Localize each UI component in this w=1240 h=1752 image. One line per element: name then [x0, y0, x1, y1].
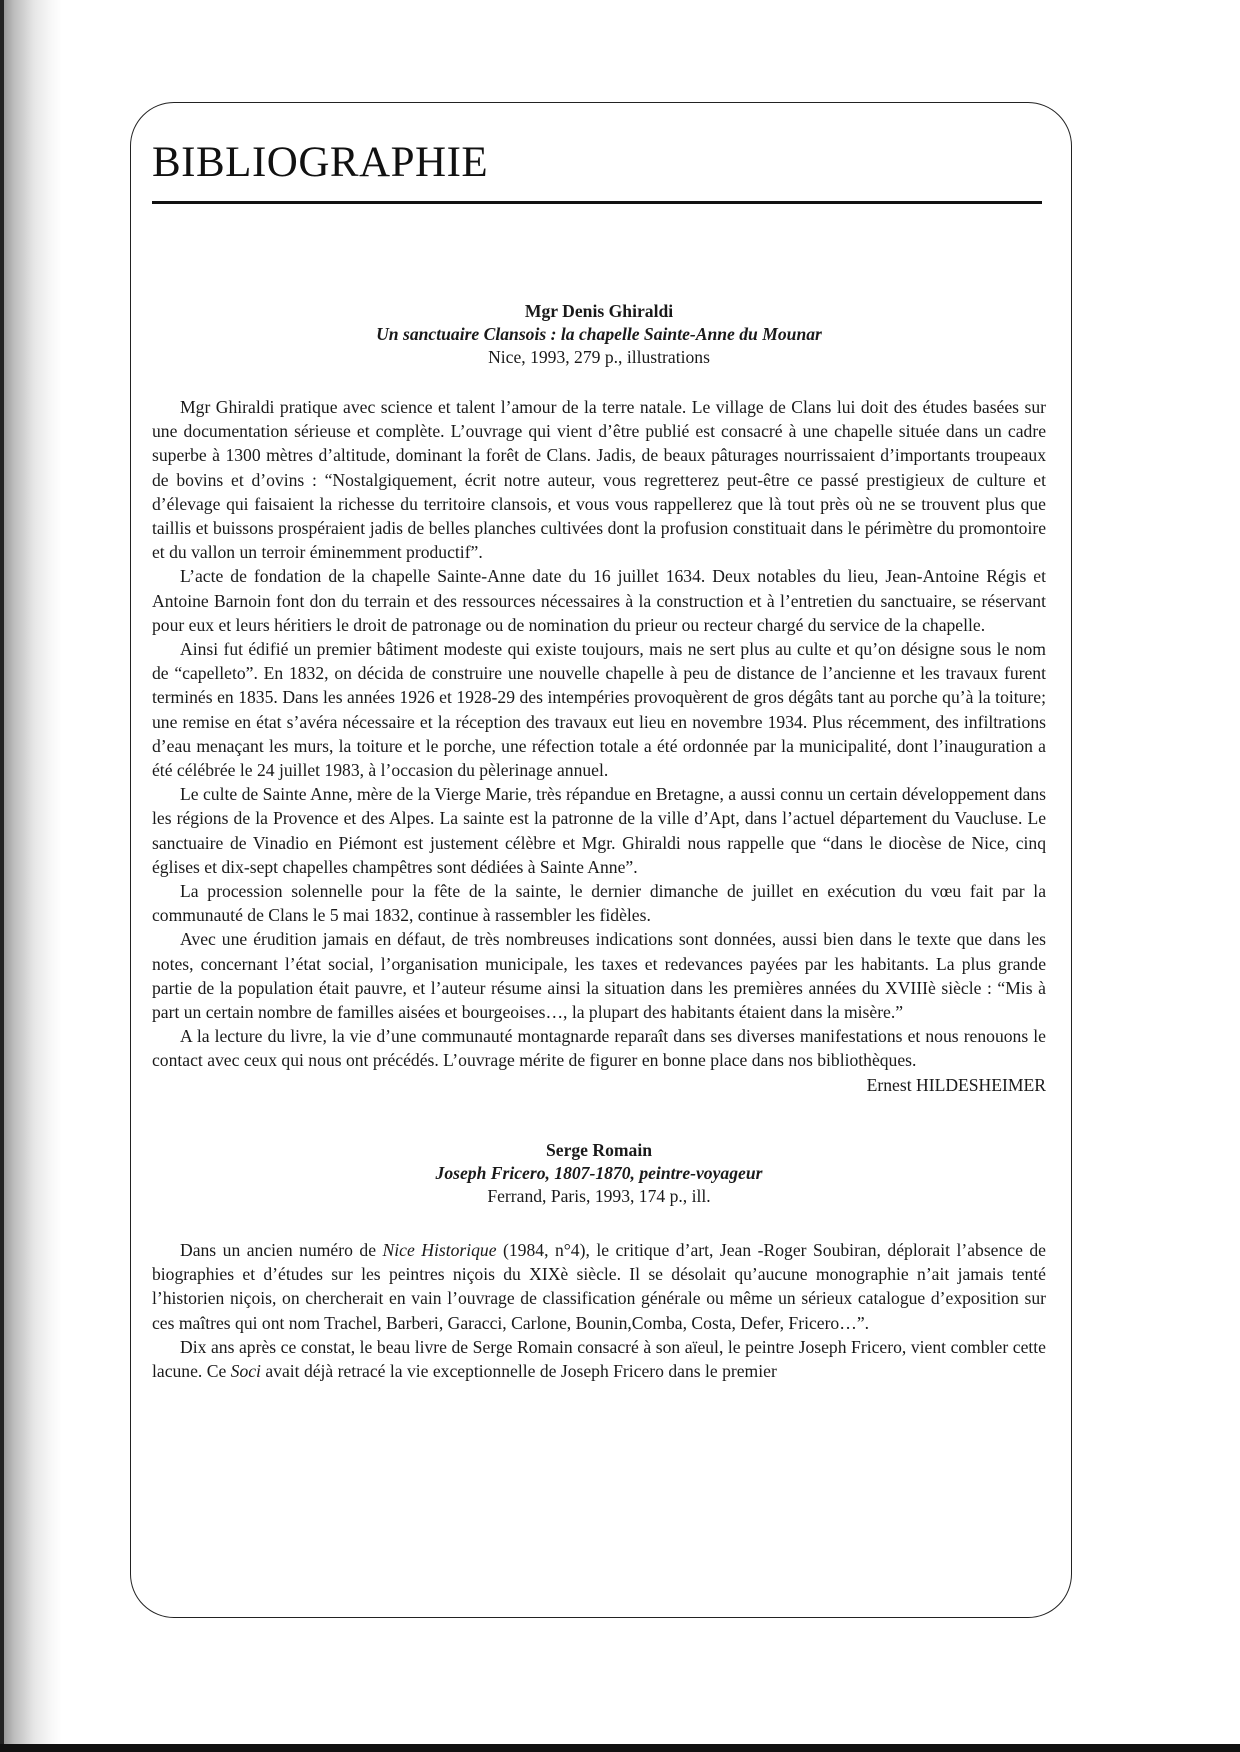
scan-bottom-edge — [0, 1744, 1240, 1752]
review-paragraph — [152, 1238, 1046, 1335]
review-paragraph: Mgr Ghiraldi pratique avec science et talent l’amour de la terre natale. Le village de Clans lui doit des études basées sur une documentation sérieuse et complète. L’ouvrage qui vient d’être publié est consacré à une chapelle située dans un cadre superbe à 1300 mètres d’altitude, dominant la forêt de Clans. Jadis, de beaux pâturages nourrissaient d’importants troupeaux de bovins et d’ovins : “Nostalgiquement, écrit notre auteur, vous regretterez peut-être ce passé prestigieux de culture et d’élevage qui faisaient la richesse du territoire clansois, et vous vous rappellerez que là tout près où ne se trouvent plus que taillis et buissons prospéraient jadis de belles planches cultivées dont la profusion constituait dans le périmètre du promontoire et du vallon un terroir éminemment productif”. — [152, 397, 1046, 563]
review-author: Serge Romain — [545, 1139, 653, 1160]
text-run: avait déjà retracé la vie exceptionnelle de Joseph Fricero dans le premier — [260, 1360, 777, 1381]
text-run: Dix ans après ce constat, le beau livre de Serge Romain consacré à son aïeul, le peintre Joseph Fricero, vient combler cette lacune. Ce — [152, 1336, 1046, 1381]
review-author: Mgr Denis Ghiraldi — [524, 301, 674, 321]
review-ghiraldi — [152, 300, 1046, 1097]
page-edge — [0, 0, 4, 1752]
italic-term: Soci — [230, 1360, 261, 1381]
review-paragraph: L’acte de fondation de la chapelle Sainte-Anne date du 16 juillet 1634. Deux notables du lieu, Jean-Antoine Régis et Antoine Barnoin font don du terrain et des ressources nécessaires à la construction et à l’entretien du sanctuaire, se réservant pour eux et leurs héritiers le droit de patronage ou de nomination du prieur ou recteur chargé du service de la chapelle. — [152, 566, 1046, 635]
page-heading: BIBLIOGRAPHIE — [152, 139, 489, 186]
heading-rule — [152, 201, 1042, 204]
review-publication-info: Nice, 1993, 279 p., illustrations — [488, 347, 710, 367]
review-book-title: Un sanctuaire Clansois : la chapelle Sainte-Anne du Mounar — [376, 324, 822, 344]
review-header — [152, 1139, 1046, 1208]
page-content — [152, 300, 1046, 1383]
book-spine-shadow — [0, 0, 62, 1752]
review-header — [152, 300, 1046, 369]
review-romain — [152, 1139, 1046, 1383]
review-paragraph: A la lecture du livre, la vie d’une communauté montagnarde reparaît dans ses diverses manifestations et nous renouons le contact avec ceux qui nous ont précédés. L’ouvrage mérite de figurer en bonne place dans nos bibliothèques. — [152, 1026, 1046, 1071]
review-paragraph: La procession solennelle pour la fête de la sainte, le dernier dimanche de juillet en exécution du vœu fait par la communauté de Clans le 5 mai 1832, continue à rassembler les fidèles. — [152, 881, 1046, 926]
review-signature: Ernest HILDESHEIMER — [866, 1074, 1046, 1095]
review-paragraph: Avec une érudition jamais en défaut, de très nombreuses indications sont données, aussi bien dans le texte que dans les notes, concernant l’état social, l’organisation municipale, les taxes et redevances payées par les habitants. La plus grande partie de la population était pauvre, et l’auteur résume ainsi la situation dans les premières années du XVIIIè siècle : “Mis à part un certain nombre de familles aisées et bourgeoises…, la plupart des habitants étaient dans la misère.” — [152, 929, 1046, 1023]
journal-title: Nice Historique — [382, 1239, 497, 1260]
text-run: Dans un ancien numéro de — [180, 1239, 383, 1260]
text-run: (1984, n°4), le critique d’art, Jean -Roger Soubiran, déplorait l’absence de biographies et d’études sur les peintres niçois du XIXè siècle. Il se désolait qu’aucune monographie n’ait jamais tenté l’historien niçois, on chercherait en vain l’ouvrage de classification générale ou même un sérieux catalogue d’exposition sur ces maîtres qui ont nom Trachel, Barberi, Garacci, Carlone, Bounin,Comba, Costa, Defer, Fricero…”. — [152, 1239, 1046, 1333]
review-paragraph: Le culte de Sainte Anne, mère de la Vierge Marie, très répandue en Bretagne, a aussi connu un certain développement dans les régions de la Provence et des Alpes. La sainte est la patronne de la ville d’Apt, dans l’actuel département du Vaucluse. Le sanctuaire de Vinadio en Piémont est justement célèbre et Mgr. Ghiraldi nous rappelle que “dans le diocèse de Nice, cinq églises et dix-sept chapelles champêtres sont dédiées à Sainte Anne”. — [152, 784, 1046, 877]
review-paragraph — [152, 1335, 1046, 1383]
review-paragraph: Ainsi fut édifié un premier bâtiment modeste qui existe toujours, mais ne sert plus au culte et qu’on désigne sous le nom de “capelleto”. En 1832, on décida de construire une nouvelle chapelle à peu de distance de l’ancienne et les travaux furent terminés en 1835. Dans les années 1926 et 1928-29 des intempéries provoquèrent de gros dégâts tant au porche qu’à la toiture; une remise en état s’avéra nécessaire et la réception des travaux eut lieu en novembre 1934. Plus récemment, des infiltrations d’eau menaçant les murs, la toiture et le porche, une réfection totale a été ordonnée par la municipalité, dont l’inauguration a été célébrée le 24 juillet 1983, à l’occasion du pèlerinage annuel. — [152, 639, 1046, 781]
review-publication-info: Ferrand, Paris, 1993, 174 p., ill. — [487, 1185, 711, 1206]
review-book-title: Joseph Fricero, 1807-1870, peintre-voyageur — [435, 1162, 763, 1183]
